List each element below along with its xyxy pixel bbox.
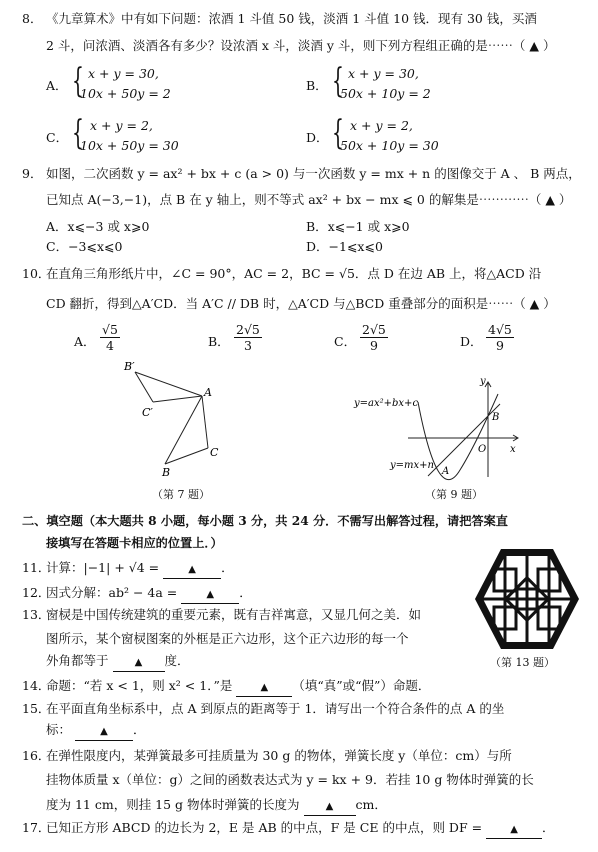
q10-option-d[interactable] (460, 322, 540, 358)
q16-answer-blank[interactable] (304, 797, 356, 816)
label-a: A (204, 386, 212, 399)
q11-answer-blank[interactable] (163, 560, 221, 579)
q17-answer-blank[interactable] (486, 820, 542, 839)
section-2-heading-line2: 接填写在答题卡相应的位置上．） (46, 536, 223, 550)
q10-option-c[interactable] (334, 322, 414, 358)
label-y: y (480, 376, 486, 387)
segment-c-b (165, 448, 208, 464)
q10-line1: 在直角三角形纸片中，∠C = 90°，AC = 2，BC = √5．点 D 在边 AB 上，将△ACD 沿 (46, 266, 542, 281)
q16-line3-start: 度为 11 cm，则挂 15 g 物体时弹簧的长度为 (46, 797, 300, 812)
option-label: D． (306, 130, 329, 145)
option-text: x⩽−1 或 x⩾0 (327, 219, 410, 234)
q12-answer-blank[interactable] (181, 585, 239, 604)
q17-question (46, 820, 555, 839)
q9-line2: 已知点 A(−3,−1)，点 B 在 y 轴上，则不等式 ax² + bx − mx ⩽ 0 的解集是⋯⋯⋯⋯（ ▲ ） (46, 192, 572, 207)
denominator: 9 (369, 338, 378, 353)
numerator: 2√5 (362, 322, 386, 337)
option-text: −1⩽x⩽0 (328, 239, 383, 254)
option-label: B． (208, 334, 230, 349)
q17-text: 已知正方形 ABCD 的边长为 2，E 是 AB 的中点，F 是 CE 的中点，则 DF = (46, 820, 483, 835)
answer-placeholder: ▲ (325, 801, 334, 812)
q15-line2 (46, 722, 146, 741)
q12-number: 12． (22, 585, 51, 600)
option-label: B． (306, 78, 328, 93)
q9-option-c[interactable] (46, 237, 122, 255)
q11-number: 11． (22, 560, 51, 575)
q13-answer-blank[interactable] (113, 653, 165, 672)
q16-line2: 挂物体质量 x（单位：g）之间的函数表达式为 y = kx + 9．若挂 10 g 物体时弹簧的长 (46, 772, 534, 787)
option-label: A． (74, 334, 96, 349)
answer-placeholder: ▲ (100, 726, 108, 737)
option-text: x⩽−3 或 x⩾0 (67, 219, 150, 234)
option-label: D． (460, 334, 483, 349)
figure-7-caption: （第 7 题） (152, 488, 210, 501)
q13-line3 (46, 653, 190, 672)
q11-text: 计算：|−1| + √4 = (46, 560, 160, 575)
equation-2: 10x + 50y = 2 (80, 86, 171, 101)
brace: { (332, 61, 344, 101)
label-parabola: y=ax²+bx+c (354, 398, 419, 409)
brace: { (72, 113, 84, 153)
q14-number: 14． (22, 678, 51, 693)
answer-placeholder: ▲ (260, 682, 269, 693)
figure-9-caption: （第 9 题） (425, 488, 483, 501)
q10-line2: CD 翻折，得到△A′CD．当 A′C // DB 时，△A′CD 与△BCD 重叠部分的面积是⋯⋯（ ▲ ） (46, 296, 556, 311)
q13-line3-start: 外角都等于 (46, 653, 109, 668)
q13-line2: 图所示，某个窗棂图案的外框是正六边形，这个正六边形的每一个 (46, 631, 409, 646)
answer-placeholder: ▲ (510, 824, 518, 835)
q9-line1: 如图，二次函数 y = ax² + bx + c (a > 0) 与一次函数 y = mx + n 的图像交于 A 、 B 两点， (46, 166, 581, 181)
equation-2: 10x + 50y = 30 (80, 138, 179, 153)
fraction (360, 322, 388, 353)
q17-end: ． (542, 820, 555, 835)
q15-line1: 在平面直角坐标系中，点 A 到原点的距离等于 1．请写出一个符合条件的点 A 的坐 (46, 701, 505, 716)
label-b: B (162, 466, 171, 479)
q8-option-a[interactable] (46, 61, 246, 104)
q9-option-d[interactable] (306, 237, 383, 255)
q14-end: （填“真”或“假”）命题． (292, 678, 431, 693)
q8-option-b[interactable] (306, 61, 506, 104)
fraction (234, 322, 262, 353)
brace: { (332, 113, 344, 153)
q8-number: 8． (22, 11, 43, 26)
q16-line1: 在弹性限度内，某弹簧最多可挂质量为 30 g 的物体，弹簧长度 y（单位：cm）与所 (46, 748, 512, 763)
option-label: C． (46, 239, 69, 254)
answer-placeholder: ▲ (134, 657, 143, 668)
figure-7 (110, 352, 240, 487)
q16-line3-end: cm． (355, 797, 387, 812)
q14-question (46, 678, 430, 697)
q8-line2: 2 斗，问浓酒、淡酒各有多少？设浓酒 x 斗，淡酒 y 斗，则下列方程组正确的是⋯⋯（ ▲ ） (46, 38, 556, 53)
label-c: C (210, 446, 219, 459)
segment-a-c (202, 396, 208, 448)
label-x: x (510, 444, 516, 455)
option-label: A． (46, 78, 68, 93)
denominator: 4 (105, 338, 114, 353)
q14-text: 命题：“若 x < 1，则 x² < 1．”是 (46, 678, 233, 693)
q9-option-b[interactable] (306, 217, 410, 235)
q13-line1: 窗棂是中国传统建筑的重要元素，既有吉祥寓意，又显几何之美．如 (46, 607, 422, 622)
q8-option-c[interactable] (46, 113, 246, 156)
q14-answer-blank[interactable] (236, 678, 292, 697)
line-graph (428, 404, 500, 476)
label-b: B (492, 412, 500, 423)
q16-line3 (46, 797, 387, 816)
brace: { (72, 61, 84, 101)
numerator: √5 (102, 322, 118, 337)
segment-a-b (165, 396, 202, 464)
q11-question (46, 560, 234, 579)
q10-number: 10． (22, 266, 51, 281)
numerator: 2√5 (236, 322, 260, 337)
q13-line3-end: 度． (164, 653, 190, 668)
option-label: C． (46, 130, 69, 145)
q15-line2-start: 标： (46, 722, 72, 737)
window-lattice-figure (474, 547, 580, 651)
fraction (486, 322, 514, 353)
section-2-heading-line1: 二、填空题（本大题共 8 小题，每小题 3 分，共 24 分．不需写出解答过程，请把答案直 (22, 514, 508, 528)
label-c-prime: C′ (142, 406, 153, 419)
equation-1: x + y = 2, (90, 118, 153, 133)
figure-13-caption: （第 13 题） (490, 656, 555, 669)
q15-number: 15． (22, 701, 51, 716)
q13-number: 13． (22, 607, 51, 622)
segment-bprime-cprime (135, 372, 153, 402)
option-label: A． (46, 219, 68, 234)
q9-option-a[interactable] (46, 217, 149, 235)
q12-end: ． (239, 585, 252, 600)
q12-text: 因式分解：ab² − 4a = (46, 585, 178, 600)
option-text: −3⩽x⩽0 (68, 239, 123, 254)
segment-bprime-a (135, 372, 202, 396)
q8-line1: 《九章算术》中有如下问题：浓酒 1 斗值 50 钱，淡酒 1 斗值 10 钱．现有 30 钱，买酒 (46, 11, 537, 26)
option-label: D． (306, 239, 329, 254)
answer-placeholder: ▲ (206, 589, 215, 600)
denominator: 9 (495, 338, 504, 353)
q8-option-d[interactable] (306, 113, 506, 156)
denominator: 3 (243, 338, 252, 353)
segment-cprime-a (153, 396, 202, 402)
option-label: B． (306, 219, 328, 234)
q16-number: 16． (22, 748, 51, 763)
q9-number: 9． (22, 166, 43, 181)
q15-line2-end: ． (133, 722, 146, 737)
label-o: O (478, 444, 487, 455)
numerator: 4√5 (488, 322, 512, 337)
label-line: y=mx+n (390, 460, 434, 471)
label-a: A (442, 466, 450, 477)
q15-answer-blank[interactable] (75, 722, 133, 741)
option-label: C． (334, 334, 357, 349)
fraction (100, 322, 120, 353)
q11-end: ． (221, 560, 234, 575)
equation-1: x + y = 2, (350, 118, 413, 133)
answer-placeholder: ▲ (188, 564, 196, 575)
q17-number: 17． (22, 820, 51, 835)
equation-2: 50x + 10y = 30 (340, 138, 439, 153)
equation-1: x + y = 30, (348, 66, 419, 81)
q12-question (46, 585, 252, 604)
figure-9 (350, 372, 530, 487)
equation-1: x + y = 30, (88, 66, 159, 81)
label-b-prime: B′ (124, 360, 135, 373)
equation-2: 50x + 10y = 2 (340, 86, 431, 101)
